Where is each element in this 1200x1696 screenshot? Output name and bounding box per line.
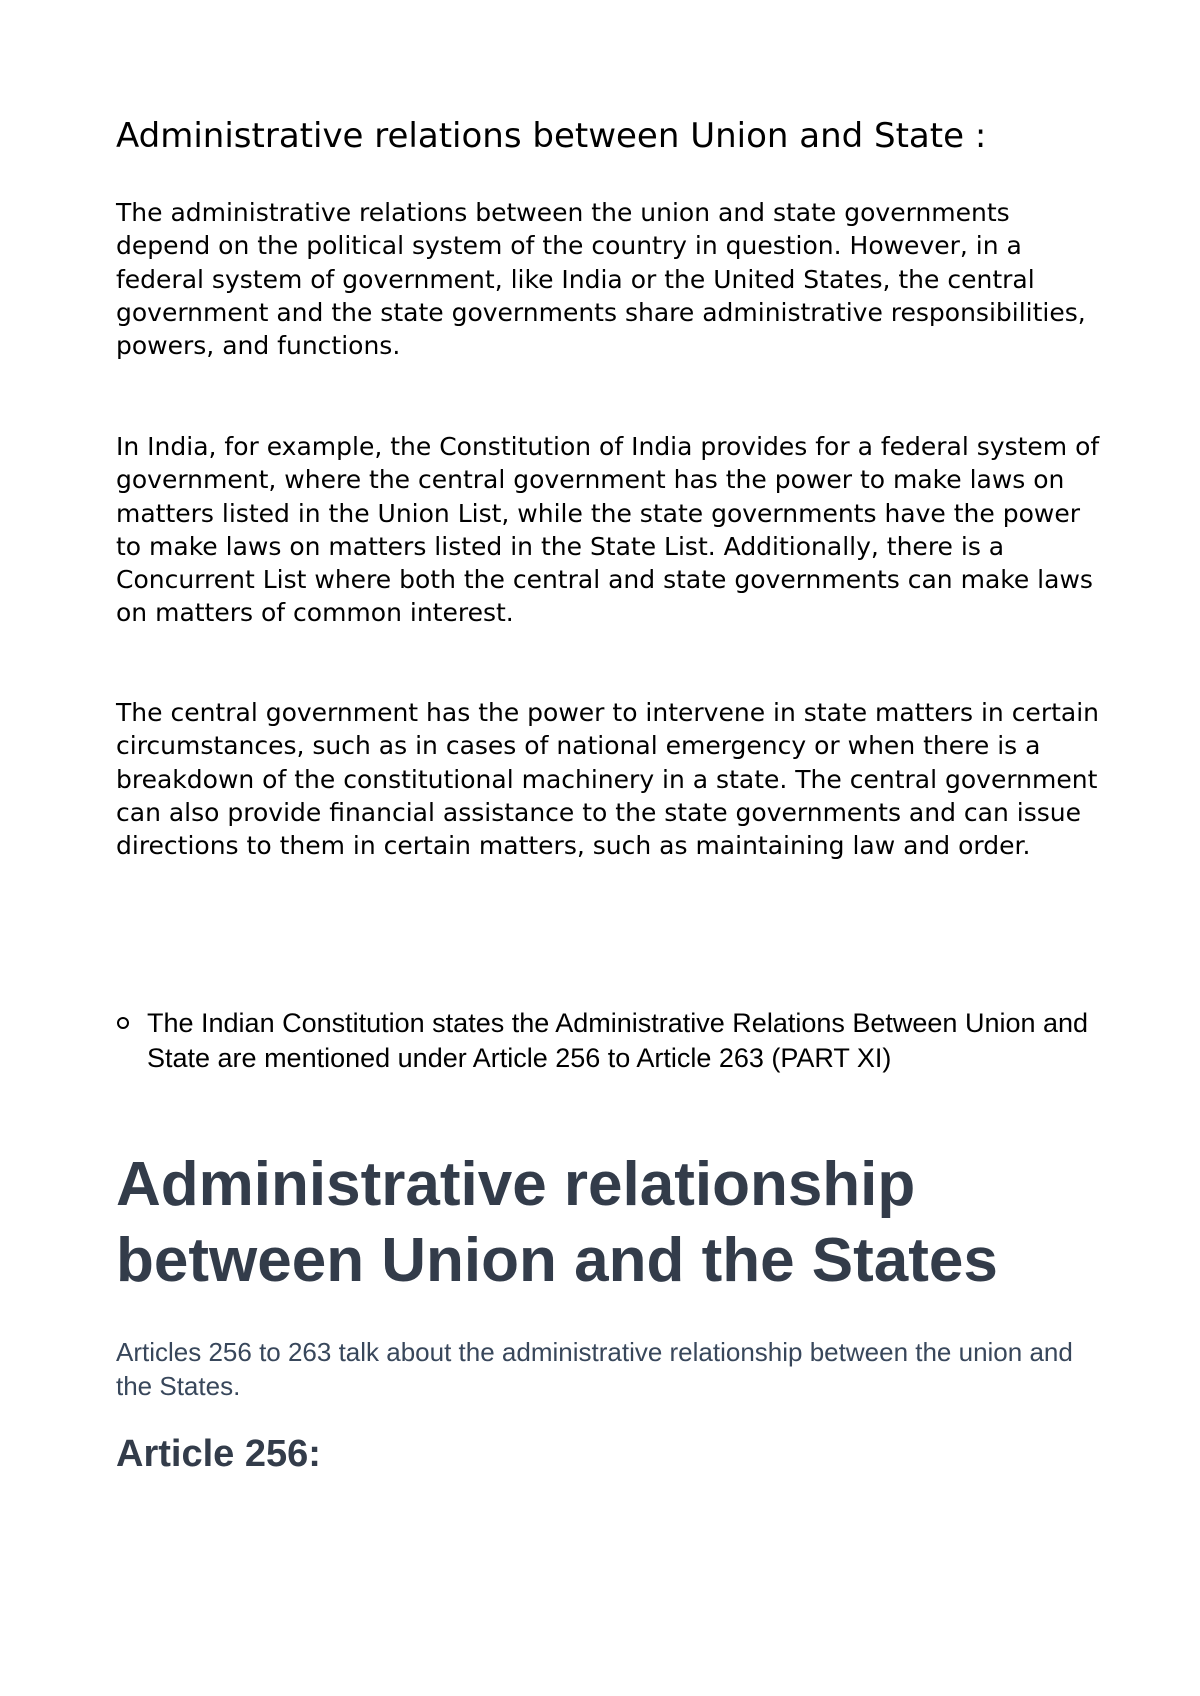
paragraph-india-example: In India, for example, the Constitution of India provides for a federal system of government, where the central government has the power to make laws on matters listed in the Union List, while the state governments have the power to make laws on matters listed in the State List. Additionally, there is a Concurrent List where both the central and state governments can make laws on matters of common interest. <box>116 432 1100 628</box>
list-item <box>116 1006 1116 1076</box>
section-intro: Articles 256 to 263 talk about the administrative relationship between the union and the States. <box>116 1337 1073 1401</box>
hollow-circle-bullet-icon <box>117 1017 129 1029</box>
paragraph-federal-system: The administrative relations between the union and state governments depend on the political system of the country in question. However, in a federal system of government, like India or the United States, the central government and the state governments share administrative responsibilities, powers, and functions. <box>116 198 1086 361</box>
document-title: Administrative relations between Union and State : <box>116 116 987 156</box>
bullet-text: The Indian Constitution states the Administrative Relations Between Union and State are mentioned under Article 256 to Article 263 (PART XI) <box>147 1008 1089 1073</box>
bullet-list <box>116 1006 1116 1076</box>
article-heading: Article 256: <box>116 1433 321 1475</box>
paragraph-central-intervention: The central government has the power to intervene in state matters in certain circumstances, such as in cases of national emergency or when there is a breakdown of the constitutional machinery in a state. The central government can also provide financial assistance to the state governments and can issue directions to them in certain matters, such as maintaining law and order. <box>116 698 1100 861</box>
section-heading: Administrative relationship between Union and the States <box>116 1150 998 1295</box>
